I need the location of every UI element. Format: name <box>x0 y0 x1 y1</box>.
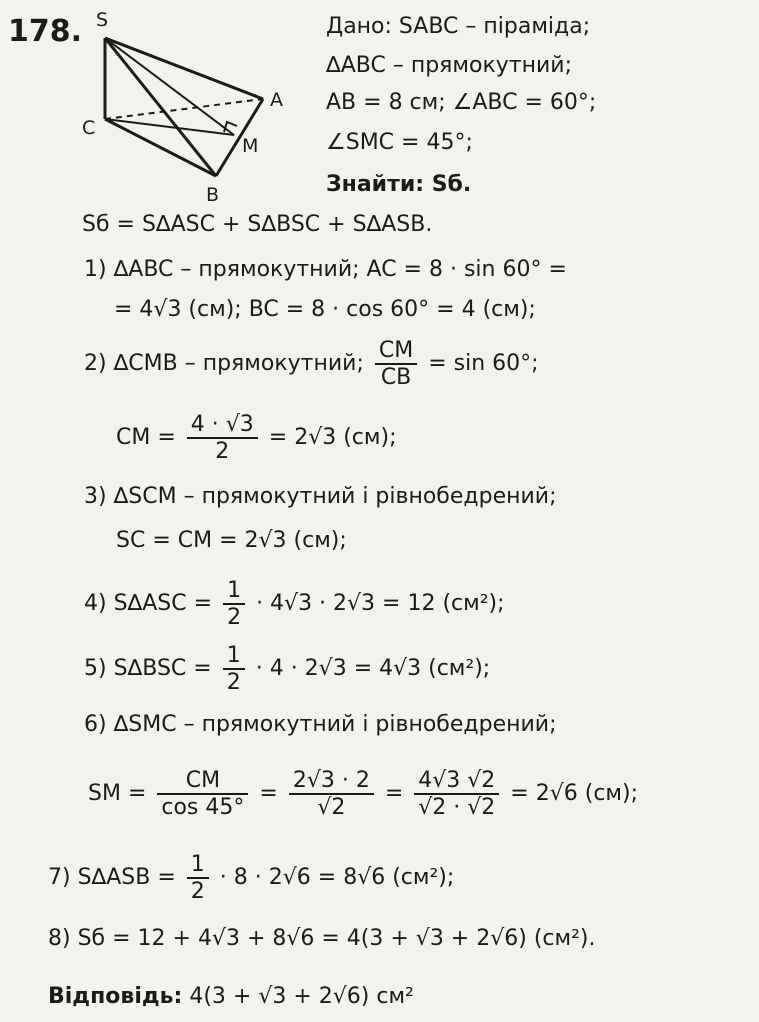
label-c: C <box>82 117 96 139</box>
step-4: 4) S∆ASC = $\frac{1}{2}$ · 4√3 · 2√3 = 12 (см²); <box>84 578 505 630</box>
step-1-line-a: 1) ∆ABC – прямокутний; AC = 8 · sin 60° = <box>84 257 567 282</box>
problem-number: 178. <box>8 14 83 49</box>
label-s: S <box>96 9 109 31</box>
step-2-cm: CM = $\frac{4 \cdot √3}{2}$ = 2√3 (см); <box>116 412 397 464</box>
fraction-cm-value: $\frac{4 \cdot √3}{2}$ <box>187 412 258 464</box>
fraction-half: $\frac{1}{2}$ <box>223 578 245 630</box>
step-6: 6) ∆SMC – прямокутний і рівнобедрений; <box>84 712 557 737</box>
fraction-sm-2: $\frac{2√3 \cdot 2}{√2}$ <box>289 768 374 820</box>
step-3-line-b: SC = CM = 2√3 (см); <box>116 528 347 553</box>
step-2 <box>84 338 539 390</box>
step-2-tail: = sin 60°; <box>428 351 539 376</box>
given-line-4: ∠SMC = 45°; <box>326 130 473 155</box>
step-8: 8) Sб = 12 + 4√3 + 8√6 = 4(3 + √3 + 2√6) (см²). <box>48 926 596 951</box>
step-3-line-a: 3) ∆SCM – прямокутний і рівнобедрений; <box>84 484 557 509</box>
edge-ca-hidden <box>105 99 263 119</box>
step-1-line-b: = 4√3 (см); BC = 8 · cos 60° = 4 (см); <box>114 297 536 322</box>
fraction-half: $\frac{1}{2}$ <box>223 643 245 695</box>
given-line-1: Дано: SABC – піраміда; <box>326 14 591 39</box>
fraction-sm-3: $\frac{4√3 √2}{√2 \cdot √2}$ <box>414 768 499 820</box>
step-7: 7) S∆ASB = $\frac{1}{2}$ · 8 · 2√6 = 8√6 (см²); <box>48 852 455 904</box>
lateral-area-formula: Sб = S∆ASC + S∆BSC + S∆ASB. <box>82 212 433 237</box>
edge-cb <box>105 119 216 176</box>
find-line: Знайти: Sб. <box>326 172 472 197</box>
step-5: 5) S∆BSC = $\frac{1}{2}$ · 4 · 2√3 = 4√3 (см²); <box>84 643 491 695</box>
right-angle-mark <box>224 122 237 132</box>
label-m: M <box>242 135 259 157</box>
label-b: B <box>206 184 220 206</box>
given-line-3: AB = 8 см; ∠ABC = 60°; <box>326 90 597 115</box>
sm-calculation: SM = $\frac{CM}{\cos 45^\circ}$ = $\frac{2√3 \cdot 2}{√2}$ = $\frac{4√3 √2}{√2 \cdot √2}$ = 2√6 (см); <box>88 768 638 820</box>
answer <box>48 984 414 1009</box>
label-a: A <box>270 89 283 111</box>
pyramid-figure <box>80 4 315 214</box>
answer-value: 4(3 + √3 + 2√6) см² <box>189 984 414 1009</box>
fraction-half: $\frac{1}{2}$ <box>187 852 209 904</box>
step-2-lead: 2) ∆CMB – прямокутний; <box>84 351 364 376</box>
fraction-sm-1: $\frac{CM}{\cos 45^\circ}$ <box>157 768 248 820</box>
answer-label: Відповідь: <box>48 984 183 1009</box>
given-line-2: ∆ABC – прямокутний; <box>326 53 572 78</box>
fraction-cm-cb: $\frac{CM}{CB}$ <box>375 338 417 390</box>
